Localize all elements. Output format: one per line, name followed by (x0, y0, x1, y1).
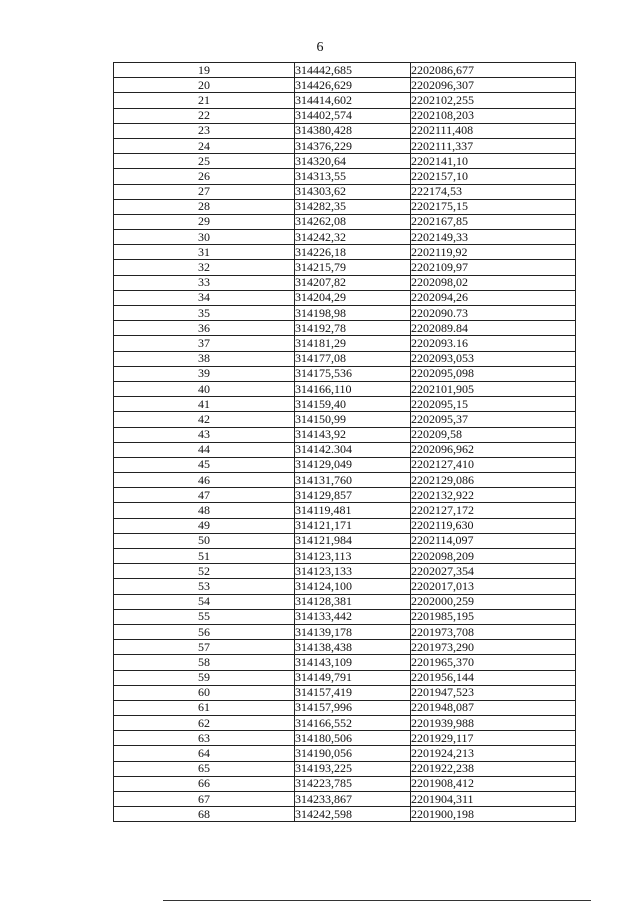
y-coordinate-cell: 2202089.84 (411, 321, 576, 336)
y-coordinate-cell: 2202157,10 (411, 169, 576, 184)
point-number-cell: 20 (114, 78, 295, 93)
table-row (114, 488, 576, 503)
y-coordinate-cell: 2201947,523 (411, 685, 576, 700)
y-coordinate-cell: 2202098,209 (411, 549, 576, 564)
table-row (114, 640, 576, 655)
table-row (114, 366, 576, 381)
point-number-cell: 31 (114, 245, 295, 260)
y-coordinate-cell: 2202093.16 (411, 336, 576, 351)
table-row (114, 336, 576, 351)
table-row (114, 427, 576, 442)
x-coordinate-cell: 314320,64 (295, 154, 411, 169)
y-coordinate-cell: 2202086,677 (411, 63, 576, 78)
x-coordinate-cell: 314242,32 (295, 230, 411, 245)
point-number-cell: 46 (114, 473, 295, 488)
y-coordinate-cell: 2202108,203 (411, 108, 576, 123)
point-number-cell: 49 (114, 518, 295, 533)
x-coordinate-cell: 314402,574 (295, 108, 411, 123)
table-row (114, 397, 576, 412)
x-coordinate-cell: 314282,35 (295, 199, 411, 214)
table-row (114, 230, 576, 245)
y-coordinate-cell: 220209,58 (411, 427, 576, 442)
x-coordinate-cell: 314192,78 (295, 321, 411, 336)
x-coordinate-cell: 314198,98 (295, 306, 411, 321)
point-number-cell: 52 (114, 564, 295, 579)
y-coordinate-cell: 2202111,337 (411, 138, 576, 153)
point-number-cell: 26 (114, 169, 295, 184)
table-row (114, 716, 576, 731)
point-number-cell: 64 (114, 746, 295, 761)
point-number-cell: 60 (114, 685, 295, 700)
y-coordinate-cell: 2202095,098 (411, 366, 576, 381)
point-number-cell: 34 (114, 290, 295, 305)
y-coordinate-cell: 2202096,307 (411, 78, 576, 93)
table-row (114, 685, 576, 700)
x-coordinate-cell: 314150,99 (295, 412, 411, 427)
point-number-cell: 24 (114, 138, 295, 153)
y-coordinate-cell: 2202000,259 (411, 594, 576, 609)
x-coordinate-cell: 314242,598 (295, 807, 411, 822)
x-coordinate-cell: 314123,113 (295, 549, 411, 564)
table-row (114, 214, 576, 229)
y-coordinate-cell: 2202093,053 (411, 351, 576, 366)
x-coordinate-cell: 314303,62 (295, 184, 411, 199)
x-coordinate-cell: 314166,552 (295, 716, 411, 731)
x-coordinate-cell: 314181,29 (295, 336, 411, 351)
point-number-cell: 43 (114, 427, 295, 442)
table-row (114, 761, 576, 776)
point-number-cell: 62 (114, 716, 295, 731)
x-coordinate-cell: 314166,110 (295, 381, 411, 396)
y-coordinate-cell: 2202127,410 (411, 457, 576, 472)
x-coordinate-cell: 314207,82 (295, 275, 411, 290)
table-row (114, 564, 576, 579)
x-coordinate-cell: 314129,857 (295, 488, 411, 503)
table-row (114, 776, 576, 791)
bottom-rule (163, 900, 591, 901)
y-coordinate-cell: 2202119,630 (411, 518, 576, 533)
point-number-cell: 30 (114, 230, 295, 245)
x-coordinate-cell: 314157,996 (295, 700, 411, 715)
point-number-cell: 21 (114, 93, 295, 108)
y-coordinate-cell: 2201956,144 (411, 670, 576, 685)
x-coordinate-cell: 314223,785 (295, 776, 411, 791)
point-number-cell: 51 (114, 549, 295, 564)
point-number-cell: 29 (114, 214, 295, 229)
y-coordinate-cell: 2202132,922 (411, 488, 576, 503)
table-row (114, 503, 576, 518)
point-number-cell: 22 (114, 108, 295, 123)
point-number-cell: 61 (114, 700, 295, 715)
point-number-cell: 44 (114, 442, 295, 457)
table-row (114, 473, 576, 488)
y-coordinate-cell: 2202102,255 (411, 93, 576, 108)
point-number-cell: 27 (114, 184, 295, 199)
x-coordinate-cell: 314139,178 (295, 624, 411, 639)
point-number-cell: 42 (114, 412, 295, 427)
x-coordinate-cell: 314142.304 (295, 442, 411, 457)
y-coordinate-cell: 2201965,370 (411, 655, 576, 670)
table-row (114, 518, 576, 533)
y-coordinate-cell: 2202149,33 (411, 230, 576, 245)
point-number-cell: 68 (114, 807, 295, 822)
x-coordinate-cell: 314129,049 (295, 457, 411, 472)
point-number-cell: 36 (114, 321, 295, 336)
table-row (114, 807, 576, 822)
x-coordinate-cell: 314131,760 (295, 473, 411, 488)
x-coordinate-cell: 314376,229 (295, 138, 411, 153)
y-coordinate-cell: 222174,53 (411, 184, 576, 199)
point-number-cell: 63 (114, 731, 295, 746)
point-number-cell: 65 (114, 761, 295, 776)
x-coordinate-cell: 314426,629 (295, 78, 411, 93)
y-coordinate-cell: 2202017,013 (411, 579, 576, 594)
y-coordinate-cell: 2202111,408 (411, 123, 576, 138)
table-row (114, 670, 576, 685)
y-coordinate-cell: 2202109,97 (411, 260, 576, 275)
x-coordinate-cell: 314215,79 (295, 260, 411, 275)
y-coordinate-cell: 2202096,962 (411, 442, 576, 457)
point-number-cell: 56 (114, 624, 295, 639)
point-number-cell: 41 (114, 397, 295, 412)
x-coordinate-cell: 314262,08 (295, 214, 411, 229)
y-coordinate-cell: 2201929,117 (411, 731, 576, 746)
point-number-cell: 47 (114, 488, 295, 503)
x-coordinate-cell: 314149,791 (295, 670, 411, 685)
point-number-cell: 48 (114, 503, 295, 518)
table-row (114, 199, 576, 214)
x-coordinate-cell: 314159,40 (295, 397, 411, 412)
table-row (114, 549, 576, 564)
y-coordinate-cell: 2202095,15 (411, 397, 576, 412)
y-coordinate-cell: 2202027,354 (411, 564, 576, 579)
table-row (114, 169, 576, 184)
y-coordinate-cell: 2202094,26 (411, 290, 576, 305)
x-coordinate-cell: 314143,109 (295, 655, 411, 670)
table-row (114, 290, 576, 305)
table-row (114, 609, 576, 624)
y-coordinate-cell: 2201973,290 (411, 640, 576, 655)
point-number-cell: 57 (114, 640, 295, 655)
x-coordinate-cell: 314380,428 (295, 123, 411, 138)
y-coordinate-cell: 2202098,02 (411, 275, 576, 290)
coordinates-table-body (114, 63, 576, 822)
y-coordinate-cell: 2201900,198 (411, 807, 576, 822)
table-row (114, 579, 576, 594)
table-row (114, 138, 576, 153)
point-number-cell: 50 (114, 533, 295, 548)
table-row (114, 78, 576, 93)
y-coordinate-cell: 2201939,988 (411, 716, 576, 731)
x-coordinate-cell: 314119,481 (295, 503, 411, 518)
page-number: 6 (316, 40, 324, 55)
y-coordinate-cell: 2201908,412 (411, 776, 576, 791)
point-number-cell: 40 (114, 381, 295, 396)
x-coordinate-cell: 314143,92 (295, 427, 411, 442)
table-row (114, 792, 576, 807)
point-number-cell: 28 (114, 199, 295, 214)
point-number-cell: 23 (114, 123, 295, 138)
x-coordinate-cell: 314175,536 (295, 366, 411, 381)
table-row (114, 594, 576, 609)
point-number-cell: 58 (114, 655, 295, 670)
table-row (114, 63, 576, 78)
table-row (114, 184, 576, 199)
x-coordinate-cell: 314124,100 (295, 579, 411, 594)
point-number-cell: 39 (114, 366, 295, 381)
y-coordinate-cell: 2201948,087 (411, 700, 576, 715)
table-row (114, 275, 576, 290)
y-coordinate-cell: 2202141,10 (411, 154, 576, 169)
point-number-cell: 67 (114, 792, 295, 807)
point-number-cell: 35 (114, 306, 295, 321)
point-number-cell: 32 (114, 260, 295, 275)
x-coordinate-cell: 314204,29 (295, 290, 411, 305)
table-row (114, 123, 576, 138)
table-row (114, 731, 576, 746)
table-row (114, 108, 576, 123)
y-coordinate-cell: 2201973,708 (411, 624, 576, 639)
x-coordinate-cell: 314177,08 (295, 351, 411, 366)
x-coordinate-cell: 314233,867 (295, 792, 411, 807)
table-row (114, 746, 576, 761)
coordinates-table (113, 62, 576, 822)
table-row (114, 442, 576, 457)
x-coordinate-cell: 314128,381 (295, 594, 411, 609)
point-number-cell: 59 (114, 670, 295, 685)
x-coordinate-cell: 314123,133 (295, 564, 411, 579)
point-number-cell: 19 (114, 63, 295, 78)
table-row (114, 412, 576, 427)
y-coordinate-cell: 2202101,905 (411, 381, 576, 396)
x-coordinate-cell: 314313,55 (295, 169, 411, 184)
table-row (114, 700, 576, 715)
x-coordinate-cell: 314138,438 (295, 640, 411, 655)
table-row (114, 321, 576, 336)
y-coordinate-cell: 2201924,213 (411, 746, 576, 761)
y-coordinate-cell: 2201904,311 (411, 792, 576, 807)
y-coordinate-cell: 2202167,85 (411, 214, 576, 229)
table-row (114, 351, 576, 366)
table-row (114, 457, 576, 472)
table-row (114, 533, 576, 548)
table-row (114, 306, 576, 321)
point-number-cell: 38 (114, 351, 295, 366)
x-coordinate-cell: 314133,442 (295, 609, 411, 624)
table-row (114, 260, 576, 275)
table-row (114, 381, 576, 396)
table-row (114, 245, 576, 260)
point-number-cell: 45 (114, 457, 295, 472)
x-coordinate-cell: 314180,506 (295, 731, 411, 746)
point-number-cell: 66 (114, 776, 295, 791)
point-number-cell: 37 (114, 336, 295, 351)
y-coordinate-cell: 2202119,92 (411, 245, 576, 260)
y-coordinate-cell: 2201922,238 (411, 761, 576, 776)
x-coordinate-cell: 314226,18 (295, 245, 411, 260)
x-coordinate-cell: 314121,984 (295, 533, 411, 548)
x-coordinate-cell: 314121,171 (295, 518, 411, 533)
x-coordinate-cell: 314442,685 (295, 63, 411, 78)
point-number-cell: 55 (114, 609, 295, 624)
x-coordinate-cell: 314157,419 (295, 685, 411, 700)
y-coordinate-cell: 2202095,37 (411, 412, 576, 427)
x-coordinate-cell: 314190,056 (295, 746, 411, 761)
x-coordinate-cell: 314193,225 (295, 761, 411, 776)
x-coordinate-cell: 314414,602 (295, 93, 411, 108)
table-row (114, 154, 576, 169)
point-number-cell: 25 (114, 154, 295, 169)
table-row (114, 93, 576, 108)
y-coordinate-cell: 2202175,15 (411, 199, 576, 214)
y-coordinate-cell: 2202090.73 (411, 306, 576, 321)
point-number-cell: 53 (114, 579, 295, 594)
point-number-cell: 33 (114, 275, 295, 290)
y-coordinate-cell: 2202114,097 (411, 533, 576, 548)
point-number-cell: 54 (114, 594, 295, 609)
table-row (114, 624, 576, 639)
y-coordinate-cell: 2202129,086 (411, 473, 576, 488)
table-row (114, 655, 576, 670)
y-coordinate-cell: 2202127,172 (411, 503, 576, 518)
y-coordinate-cell: 2201985,195 (411, 609, 576, 624)
